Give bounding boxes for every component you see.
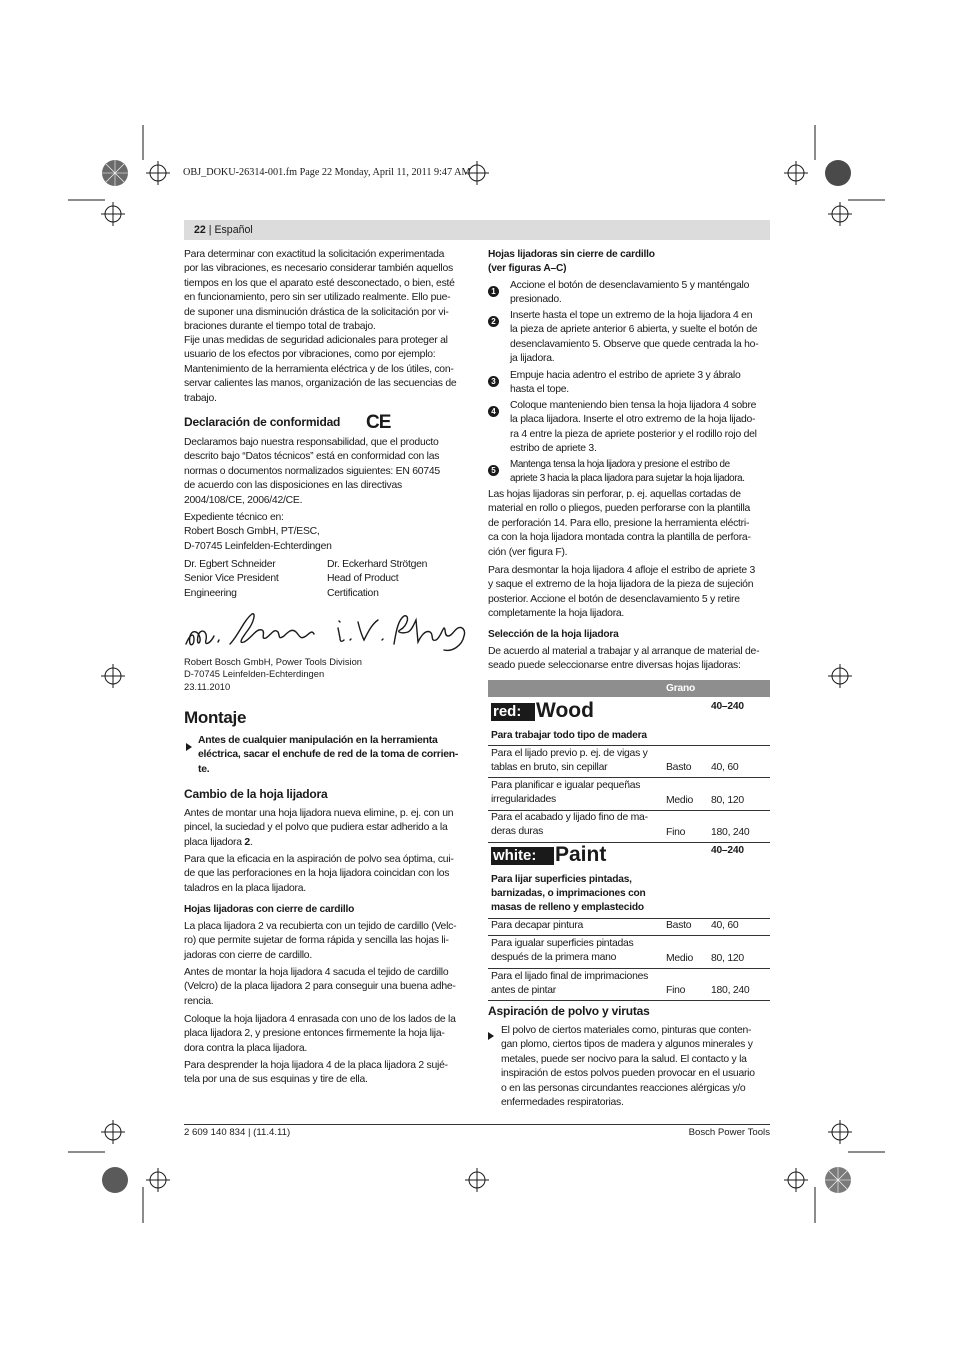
text-line: Head of Product [327, 573, 399, 585]
text-line: Coloque la hoja lijadora 4 enrasada con uno de los lados de la [184, 1014, 456, 1025]
text-line: o en las personas circundantes reacciones alérgicas y/o [501, 1082, 746, 1094]
text-line: deras duras [491, 826, 544, 838]
text-line: antes de pintar [491, 985, 556, 997]
step-5-icon [488, 460, 499, 478]
step-number: 4 [488, 406, 499, 417]
text-line: rencia. [184, 995, 214, 1007]
step-2-icon [488, 311, 499, 329]
text-span: placa lijadora [184, 836, 245, 848]
technical-file [184, 511, 468, 554]
dust-warning [501, 1024, 771, 1110]
row-divider [488, 842, 770, 843]
page-number: 22 [194, 224, 206, 236]
grade-cell: Basto [666, 920, 692, 931]
text-line: eléctrica, sacar el enchufe de red de la toma de corrien- [198, 749, 459, 761]
text-line: barnizadas, o imprimaciones con [491, 888, 646, 899]
text-line: ra 4 entre la pieza de apriete posterior y el rodillo rojo del [510, 428, 757, 440]
row-divider [488, 745, 770, 746]
text-line: ca con la hoja lijadora montada contra la plantilla de perfora- [488, 532, 751, 544]
text-line: Fije unas medidas de seguridad adicionales para proteger al [184, 335, 448, 346]
text-line: placa lijadora 2, y presione entonces firmemente la hoja lija- [184, 1028, 445, 1040]
text-line: estribo de apriete 3. [510, 443, 597, 455]
selection-paragraph [488, 645, 772, 674]
step-2 [510, 309, 772, 367]
velcro-paragraph-2 [184, 966, 468, 1009]
text-line: Certification [327, 587, 379, 599]
text-line: Las hojas lijadoras sin perforar, p. ej. aquellas cortadas de [488, 489, 741, 500]
text-line: servar calientes las manos, organización de las secuencias de [184, 378, 457, 390]
text-line: apriete 3 hacia la placa lijadora para sujetar la hoja lijadora. [510, 473, 745, 485]
aspiracion-heading: Aspiración de polvo y virutas [488, 1004, 650, 1018]
company-address [184, 656, 362, 693]
text-line: desenclavamiento 5. Observe que quede centrada la ho- [510, 338, 759, 350]
text-line: Robert Bosch GmbH, Power Tools Division [184, 656, 363, 667]
text-line: normas o documentos normalizados siguientes: EN 60745 [184, 465, 440, 477]
velcro-paragraph-1 [184, 920, 468, 963]
table-row [491, 919, 583, 933]
text-line: Para el acabado y lijado fino de ma- [491, 812, 648, 823]
step-5 [510, 458, 772, 487]
text-line: Hojas lijadoras sin cierre de cardillo [488, 249, 655, 260]
step-4-icon [488, 401, 499, 419]
text-line: 23.11.2010 [184, 680, 231, 692]
grade-cell: Medio [666, 795, 694, 806]
step-number: 1 [488, 286, 499, 297]
text-line: Para el lijado final de imprimaciones [491, 971, 649, 982]
text-line: la placa lijadora. Inserte el otro extremo de la hoja lijado- [510, 414, 756, 426]
text-line: Mantenga tensa la hoja lijadora y presione el estribo de [510, 459, 730, 470]
text-line: Expediente técnico en: [184, 512, 284, 523]
text-line: posterior. Accione el botón de desenclavamiento 5 y retire [488, 593, 740, 605]
row-divider [488, 777, 770, 778]
text-line: de acuerdo con las disposiciones en las directivas [184, 480, 402, 492]
no-velcro-heading [488, 248, 655, 276]
section-title-montaje: Montaje [184, 708, 247, 727]
paint-grit-range: 40–240 [711, 845, 744, 856]
signer-1 [184, 558, 278, 601]
grade-cell: Fino [666, 985, 686, 996]
text-line: Robert Bosch GmbH, PT/ESC, [184, 526, 320, 538]
text-line: la pieza de apriete anterior 6 abierta, y suelte el botón de [510, 324, 758, 336]
wood-grit-range: 40–240 [711, 701, 744, 712]
text-line: Senior Vice President [184, 573, 279, 585]
velcro-paragraph-4 [184, 1059, 468, 1088]
text-line: Antes de cualquier manipulación en la herramienta [198, 735, 438, 746]
cambio-paragraph-2 [184, 853, 468, 896]
text-line: irregularidades [491, 794, 556, 806]
grano-header: Grano [666, 683, 696, 694]
grit-cell: 180, 240 [711, 985, 750, 996]
grit-cell: 80, 120 [711, 795, 744, 806]
text-line: Para decapar pintura [491, 920, 584, 931]
text-line: Antes de montar la hoja lijadora 4 sacuda el tejido de cardillo [184, 967, 449, 978]
text-line: de que las perforaciones en la hoja lijadora coincidan con los [184, 868, 450, 880]
row-divider [488, 968, 770, 969]
text-line: tiempos en los que el aparato esté desconectado, o bien, esté [184, 277, 455, 289]
text-line: taladros en la placa lijadora. [184, 882, 306, 894]
table-row [491, 747, 648, 776]
text-line: de suponer una disminución drástica de la solicitación por vi- [184, 306, 449, 318]
text-line: presionado. [510, 294, 562, 306]
language-label: Español [214, 224, 253, 236]
footer-brand: Bosch Power Tools [688, 1127, 770, 1138]
selection-heading: Selección de la hoja lijadora [488, 629, 619, 640]
ref-number: 2 [244, 836, 250, 848]
text-line: Para determinar con exactitud la solicitación experimentada [184, 249, 445, 260]
text-line: Coloque manteniendo bien tensa la hoja lijadora 4 sobre [510, 400, 757, 411]
ce-mark-icon: CE [366, 412, 391, 433]
grit-cell: 40, 60 [711, 920, 739, 931]
text-line: descrito bajo “Datos técnicos” está en conformidad con las [184, 451, 440, 463]
red-wood-logo-box: red: [491, 703, 535, 721]
footer-rule [184, 1124, 770, 1125]
grit-cell: 80, 120 [711, 953, 744, 964]
text-line: Dr. Eckerhard Strötgen [327, 559, 428, 570]
text-line: La placa lijadora 2 va recubierta con un tejido de cardillo (Velc- [184, 921, 457, 932]
text-line: masas de relleno y emplastecido [491, 902, 644, 913]
text-line: ción (ver figura F). [488, 546, 568, 558]
text-line: Engineering [184, 587, 237, 599]
text-line: metales, puede ser nocivo para la salud. El contacto y la [501, 1053, 747, 1065]
text-line: gan plomo, ciertos tipos de madera y algunos minerales y [501, 1039, 753, 1051]
text-line: seado puede seleccionarse entre diversas hojas lijadoras: [488, 660, 741, 672]
warning-triangle-icon [186, 738, 198, 756]
text-line: Dr. Egbert Schneider [184, 559, 276, 570]
grade-cell: Fino [666, 827, 686, 838]
step-1-icon [488, 281, 499, 299]
text-line: usuario de los efectos por vibraciones, como por ejemplo: [184, 349, 436, 361]
warning-triangle-icon [488, 1027, 500, 1045]
text-line: material en rollo o pliegos, pueden perforarse con la plantilla [488, 503, 751, 515]
text-line: Antes de montar una hoja lijadora nueva elimine, p. ej. con un [184, 808, 454, 819]
step-1 [510, 279, 772, 308]
table-header-bar [488, 680, 770, 697]
row-divider [488, 935, 770, 936]
declaration-paragraph [184, 436, 468, 508]
paint-subtitle [491, 873, 646, 915]
text-line: por las vibraciones, es necesario considerar también aquellos [184, 263, 453, 275]
text-line: tela por una de sus esquinas y tire de ella. [184, 1074, 368, 1086]
text-line: Inserte hasta el tope un extremo de la hoja lijadora 4 en [510, 310, 753, 321]
safety-warning [198, 734, 470, 777]
grit-cell: 40, 60 [711, 762, 739, 773]
text-line: inspiración de estos polvos pueden provocar en el usuario [501, 1068, 755, 1080]
text-line: El polvo de ciertos materiales como, pinturas que conten- [501, 1025, 752, 1036]
handwritten-signatures [182, 606, 472, 656]
text-line: y saque el extremo de la hoja lijadora de la pieza de sujeción [488, 579, 754, 591]
perforation-paragraph [488, 488, 772, 560]
grade-cell: Basto [666, 762, 692, 773]
step-4 [510, 399, 772, 457]
text-line: Accione el botón de desenclavamiento 5 y manténgalo [510, 280, 750, 291]
cambio-paragraph-1 [184, 807, 468, 850]
text-line: Mantenimiento de la herramienta eléctrica y de los útiles, con- [184, 363, 454, 375]
velcro-paragraph-3 [184, 1013, 468, 1056]
removal-paragraph [488, 564, 772, 622]
text-line: Para desprender la hoja lijadora 4 de la placa lijadora 2 sujé- [184, 1060, 448, 1071]
print-stamp: OBJ_DOKU-26314-001.fm Page 22 Monday, April 11, 2011 9:47 AM [183, 167, 471, 178]
cambio-heading: Cambio de la hoja lijadora [184, 787, 328, 801]
table-row [491, 937, 634, 966]
text-line: jadoras con cierre de cardillo. [184, 949, 312, 961]
step-number: 3 [488, 376, 499, 387]
grade-cell: Medio [666, 953, 694, 964]
text-line: ro) que permite sujetar de forma rápida y sencilla las hojas li- [184, 935, 449, 947]
red-wood-logo-word: Wood [536, 699, 594, 722]
text-line: hasta el tope. [510, 384, 569, 396]
text-line: Declaramos bajo nuestra responsabilidad, que el producto [184, 437, 439, 448]
footer-doc-number: 2 609 140 834 | (11.4.11) [184, 1127, 291, 1138]
text-line: placa lijadora 2. [184, 836, 253, 848]
table-row [491, 779, 640, 808]
header-separator: | [205, 224, 215, 236]
text-line: D-70745 Leinfelden-Echterdingen [184, 540, 332, 552]
text-line: (ver figuras A–C) [488, 263, 567, 274]
intro-paragraph-1 [184, 248, 468, 334]
white-paint-logo-word: Paint [555, 843, 607, 866]
text-line: Para lijar superficies pintadas, [491, 874, 632, 885]
text-line: Para igualar superficies pintadas [491, 938, 634, 949]
text-line: ja lijadora. [510, 353, 555, 365]
grit-cell: 180, 240 [711, 827, 750, 838]
row-divider [488, 1000, 770, 1001]
step-number: 2 [488, 316, 499, 327]
text-line: después de la primera mano [491, 952, 617, 964]
white-paint-logo-box: white: [491, 847, 554, 865]
text-line: 2004/108/CE, 2006/42/CE. [184, 494, 303, 506]
page-header [194, 223, 253, 237]
text-line: (Velcro) de la placa lijadora 2 para conseguir una buena adhe- [184, 981, 456, 993]
text-line: Para el lijado previo p. ej. de vigas y [491, 748, 648, 759]
text-line: D-70745 Leinfelden-Echterdingen [184, 668, 325, 680]
text-line: en funcionamiento, pero sin ser utilizado realmente. Ello pue- [184, 292, 451, 304]
text-line: te. [198, 763, 210, 775]
velcro-heading: Hojas lijadoras con cierre de cardillo [184, 904, 355, 915]
table-row [491, 970, 648, 999]
text-line: Para que la eficacia en la aspiración de polvo sea óptima, cui- [184, 854, 454, 865]
wood-subtitle: Para trabajar todo tipo de madera [491, 730, 647, 741]
text-line: completamente la hoja lijadora. [488, 608, 625, 620]
text-line: Empuje hacia adentro el estribo de apriete 3 y ábralo [510, 370, 741, 381]
text-line: dora contra la placa lijadora. [184, 1042, 308, 1054]
step-3 [510, 369, 772, 398]
step-3-icon [488, 371, 499, 389]
intro-paragraph-2 [184, 334, 468, 406]
declaration-heading: Declaración de conformidad [184, 415, 341, 429]
table-row [491, 811, 648, 840]
text-line: pincel, la suciedad y el polvo que pudiera estar adherido a la [184, 822, 448, 834]
header-bar [184, 220, 770, 240]
step-number: 5 [488, 465, 499, 476]
text-line: enfermedades respiratorias. [501, 1097, 624, 1109]
text-line: trabajo. [184, 392, 217, 404]
text-line: Para desmontar la hoja lijadora 4 afloje el estribo de apriete 3 [488, 565, 756, 576]
text-line: braciones durante el tiempo total de trabajo. [184, 321, 376, 333]
signer-2 [327, 558, 427, 601]
text-line: De acuerdo al material a trabajar y al arranque de material de- [488, 646, 760, 657]
text-line: de perforación 14. Para ello, presione la herramienta eléctri- [488, 517, 750, 529]
text-line: tablas en bruto, sin cepillar [491, 762, 608, 774]
text-line: Para planificar e igualar pequeñas [491, 780, 641, 791]
